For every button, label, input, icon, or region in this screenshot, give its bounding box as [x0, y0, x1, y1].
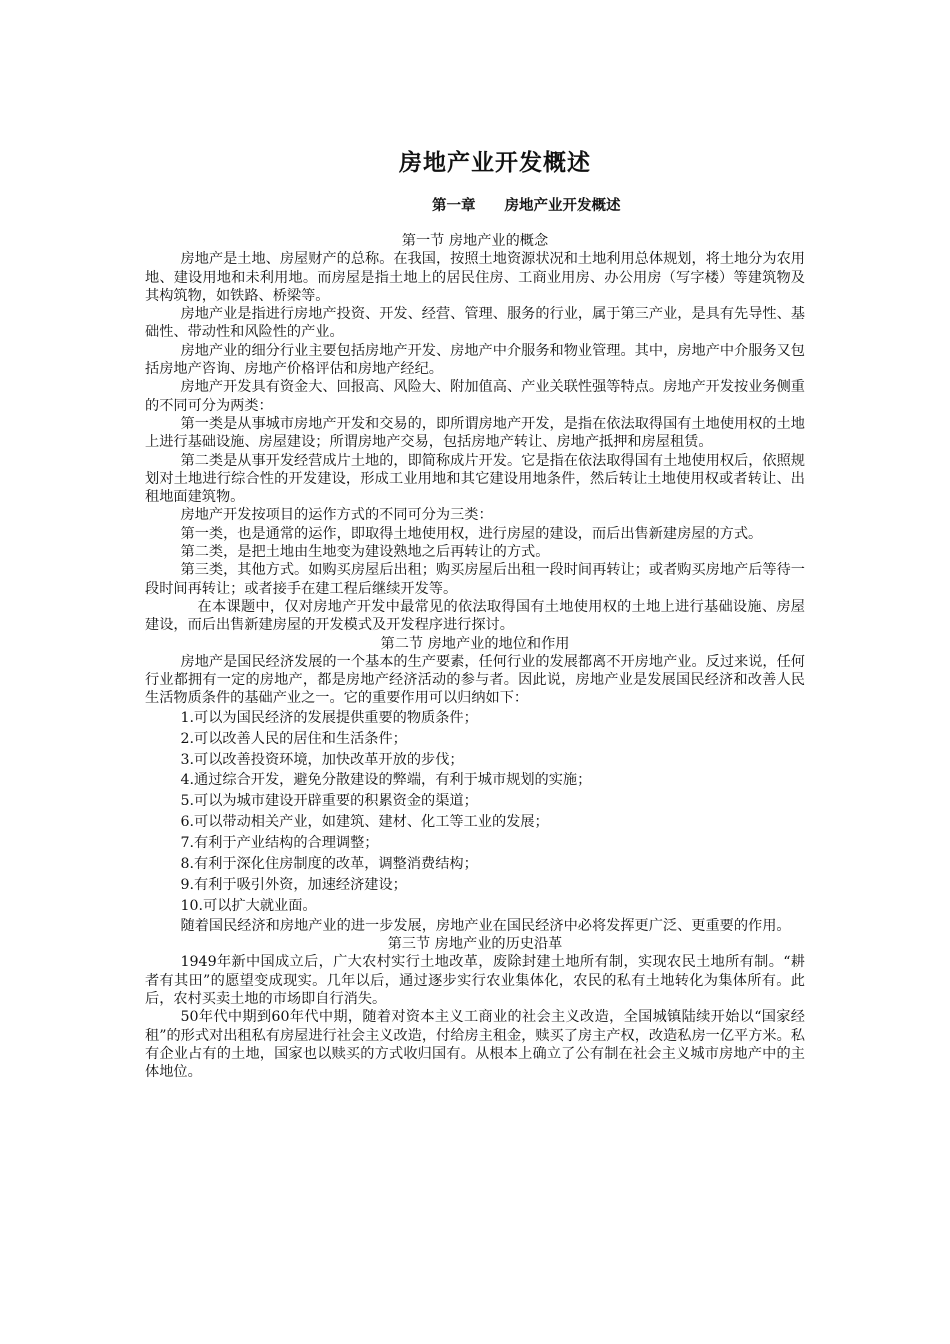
chapter-heading: 第一章 房地产业开发概述 [432, 198, 621, 214]
paragraph: 第三类，其他方式。如购买房屋后出租；购买房屋后出租一段时间再转让；或者购买房地产后等待一段时间再转让；或者接手在建工程后继续开发等。 [145, 562, 805, 597]
paragraph: 房地产开发按项目的运作方式的不同可分为三类： [180, 507, 493, 524]
document-title: 房地产业开发概述 [399, 150, 591, 176]
list-item: 6.可以带动相关产业，如建筑、建材、化工等工业的发展； [180, 814, 549, 831]
list-item: 3.可以改善投资环境，加快改革开放的步伐； [180, 751, 464, 768]
list-item: 9.有利于吸引外资，加速经济建设； [180, 876, 407, 893]
paragraph: 在本课题中，仅对房地产开发中最常见的依法取得国有土地使用权的土地上进行基础设施、房屋建设，而后出售新建房屋的开发模式及开发程序进行探讨。 [145, 598, 805, 634]
paragraph: 第一类，也是通常的运作，即取得土地使用权，进行房屋的建设，而后出售新建房屋的方式。 [180, 525, 763, 542]
list-item: 8.有利于深化住房制度的改革，调整消费结构； [180, 856, 478, 873]
paragraph: 第一类是从事城市房地产开发和交易的，即所谓房地产开发，是指在依法取得国有土地使用权的土地上进行基础设施、房屋建设；所谓房地产交易，包括房地产转让、房地产抵押和房屋租赁。 [145, 415, 805, 451]
list-item: 1.可以为国民经济的发展提供重要的物质条件； [180, 709, 478, 726]
paragraph: 房地产是国民经济发展的一个基本的生产要素，任何行业的发展都离不开房地产业。反过来说，任何行业都拥有一定的房地产，都是房地产经济活动的参与者。因此说，房地产业是发展国民经济和改善人民生活物质条件的基础产业之一。它的重要作用可以归纳如下： [145, 653, 805, 707]
document-body [145, 232, 805, 1081]
section-heading: 第三节 房地产业的历史沿革 [387, 936, 563, 953]
paragraph: 房地产是土地、房屋财产的总称。在我国，按照土地资源状况和土地利用总体规划，将土地分为农用地、建设用地和未利用地。而房屋是指土地上的居民住房、工商业用房、办公用房（写字楼）等建筑物及其构筑物，如铁路、桥梁等。 [145, 251, 805, 304]
section-heading: 第二节 房地产业的地位和作用 [380, 635, 570, 652]
section-heading: 第一节 房地产业的概念 [401, 233, 549, 249]
list-item: 2.可以改善人民的居住和生活条件； [180, 730, 407, 747]
list-item: 5.可以为城市建设开辟重要的积累资金的渠道； [180, 793, 478, 810]
paragraph: 50年代中期到60年代中期，随着对资本主义工商业的社会主义改造，全国城镇陆续开始以“国家经租”的形式对出租私有房屋进行社会主义改造，付给房主租金，赎买了房主产权，改造私房一亿平方米。私有企业占有的土地，国家也以赎买的方式收归国有。从根本上确立了公有制在社会主义城市房地产中的主体地位。 [145, 1009, 805, 1081]
paragraph: 第二类，是把土地由生地变为建设熟地之后再转让的方式。 [180, 544, 550, 561]
list-item: 7.有利于产业结构的合理调整； [180, 835, 379, 852]
list-item: 10.可以扩大就业面。 [180, 897, 317, 914]
paragraph: 第二类是从事开发经营成片土地的，即简称成片开发。它是指在依法取得国有土地使用权后，依照规划对土地进行综合性的开发建设，形成工业用地和其它建设用地条件，然后转让土地使用权或者转让、出租地面建筑物。 [145, 452, 805, 506]
paragraph: 房地产业的细分行业主要包括房地产开发、房地产中介服务和物业管理。其中，房地产中介服务又包括房地产咨询、房地产价格评估和房地产经纪。 [145, 342, 805, 378]
paragraph: 房地产开发具有资金大、回报高、风险大、附加值高、产业关联性强等特点。房地产开发按业务侧重的不同可分为两类： [145, 379, 805, 414]
paragraph: 1949年新中国成立后，广大农村实行土地改革，废除封建土地所有制，实现农民土地所有制。“耕者有其田”的愿望变成现实。几年以后，通过逐步实行农业集体化，农民的私有土地转化为集体所有。此后，农村买卖土地的市场即自行消失。 [145, 954, 805, 1007]
list-item: 4.通过综合开发，避免分散建设的弊端，有利于城市规划的实施； [180, 772, 592, 789]
paragraph: 房地产业是指进行房地产投资、开发、经营、管理、服务的行业，属于第三产业，是具有先导性、基础性、带动性和风险性的产业。 [145, 306, 805, 341]
paragraph: 随着国民经济和房地产业的进一步发展，房地产业在国民经济中必将发挥更广泛、更重要的作用。 [180, 917, 791, 934]
